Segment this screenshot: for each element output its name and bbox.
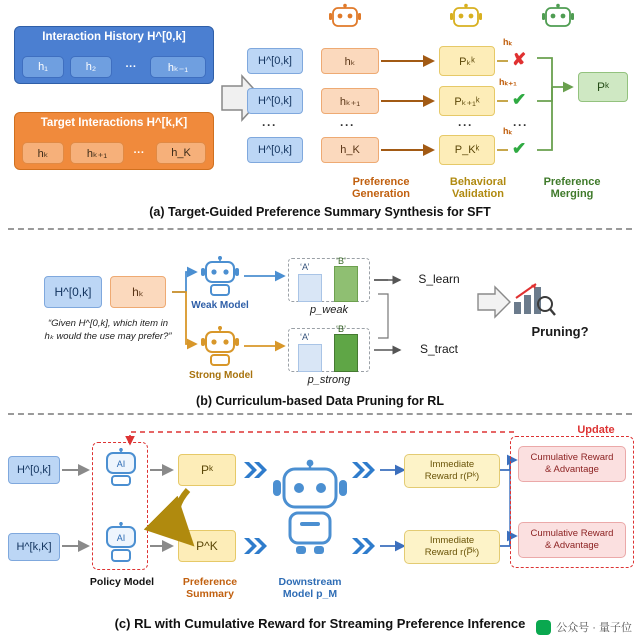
stage-label-validation: Behavioral Validation xyxy=(449,176,507,200)
panel-b-caption: (b) Curriculum-based Data Pruning for RL xyxy=(196,394,444,408)
stage-label-merging: Preference Merging xyxy=(543,176,601,200)
target-cell-ellipsis: ··· xyxy=(133,147,145,159)
panel-c xyxy=(0,418,640,641)
panel-a-caption: (a) Target-Guided Preference Summary Synthesis for SFT xyxy=(149,205,491,219)
validation-check-icon: ✔ xyxy=(512,90,527,109)
history-cell: h₂ xyxy=(70,56,112,78)
stage-label-generation: Preference Generation xyxy=(351,176,411,200)
divider-b-c xyxy=(8,413,632,415)
preference-summary-bottom: P^K xyxy=(178,530,236,562)
divider-a-b xyxy=(8,228,632,230)
rows-ellipsis: ··· xyxy=(513,118,528,132)
panel-b-input-history: H^[0,k] xyxy=(44,276,102,308)
panel-a xyxy=(0,0,640,222)
history-cell: hₖ₋₁ xyxy=(150,56,206,78)
panel-c-input-top: H^[0,k] xyxy=(8,456,60,484)
validation-check-icon: ✔ xyxy=(512,139,527,158)
row-edge-label: hₖ xyxy=(503,126,513,136)
rows-ellipsis: ··· xyxy=(340,118,355,132)
watermark-badge-icon xyxy=(536,620,551,635)
row-history-box: H^[0,k] xyxy=(247,137,303,163)
target-cell: h_K xyxy=(156,142,206,164)
weak-bar-a-label: ‘A’ xyxy=(300,262,310,272)
s-learn-label: S_learn xyxy=(418,272,460,286)
history-cell-ellipsis: ··· xyxy=(125,61,137,73)
watermark-text: 公众号 · 量子位 xyxy=(556,622,632,634)
target-cell: hₖ xyxy=(22,142,64,164)
s-tract-label: S_tract xyxy=(419,342,458,356)
merged-preference-box: Pᵏ xyxy=(578,72,628,102)
row-history-box: H^[0,k] xyxy=(247,88,303,114)
policy-model-label: Policy Model xyxy=(89,576,155,588)
row-item-box: hₖ₊₁ xyxy=(321,88,379,114)
immediate-reward-bottom: Immediate Reward r(P̅ᵏ) xyxy=(404,530,500,564)
cumulative-reward-bottom: Cumulative Reward & Advantage xyxy=(518,522,626,558)
strong-bar-b-label: ‘B’ xyxy=(336,324,347,334)
rows-ellipsis: ··· xyxy=(262,118,277,132)
immediate-reward-top: Immediate Reward r(Pᵏ) xyxy=(404,454,500,488)
panel-b xyxy=(0,234,640,414)
row-preference-box: Pₖ₊₁ᵏ xyxy=(439,86,495,116)
preference-summary-label: Preference Summary xyxy=(182,576,238,600)
panel-b-input-item: hₖ xyxy=(110,276,166,308)
panel-b-connectors xyxy=(0,234,640,414)
interaction-history-title: Interaction History H^[0,k] xyxy=(42,31,186,43)
strong-bar-a-label: ‘A’ xyxy=(300,332,310,342)
rows-ellipsis: ··· xyxy=(458,118,473,132)
history-cell: h₁ xyxy=(22,56,64,78)
pruning-label: Pruning? xyxy=(531,324,589,339)
weak-bar-b-label: ‘B’ xyxy=(336,256,347,266)
panel-b-prompt: “Given H^[0,k], which item in hₖ would the use may prefer?” xyxy=(44,318,172,342)
row-edge-label: hₖ xyxy=(503,37,513,47)
svg-text:AI: AI xyxy=(116,459,126,469)
p-strong-label: p_strong xyxy=(307,374,351,386)
row-preference-box: P_Kᵏ xyxy=(439,135,495,165)
cumulative-reward-top: Cumulative Reward & Advantage xyxy=(518,446,626,482)
p-weak-label: p_weak xyxy=(310,304,348,316)
row-item-box: h_K xyxy=(321,137,379,163)
validation-cross-icon: ✘ xyxy=(512,50,527,69)
update-label: Update xyxy=(577,424,615,436)
weak-model-label: Weak Model xyxy=(191,300,249,311)
row-item-box: hₖ xyxy=(321,48,379,74)
target-interactions-title: Target Interactions H^[k,K] xyxy=(40,117,188,129)
watermark xyxy=(536,619,632,635)
panel-c-input-bottom: H^[k,K] xyxy=(8,533,60,561)
row-history-box: H^[0,k] xyxy=(247,48,303,74)
row-edge-label: hₖ₊₁ xyxy=(499,77,517,87)
svg-text:AI: AI xyxy=(116,533,126,543)
downstream-model-label: Downstream Model p_M xyxy=(278,576,342,600)
strong-model-label: Strong Model xyxy=(189,370,253,381)
panel-c-caption: (c) RL with Cumulative Reward for Streaming Preference Inference xyxy=(114,616,526,631)
row-preference-box: Pₖᵏ xyxy=(439,46,495,76)
preference-summary-top: Pᵏ xyxy=(178,454,236,486)
target-cell: hₖ₊₁ xyxy=(70,142,124,164)
